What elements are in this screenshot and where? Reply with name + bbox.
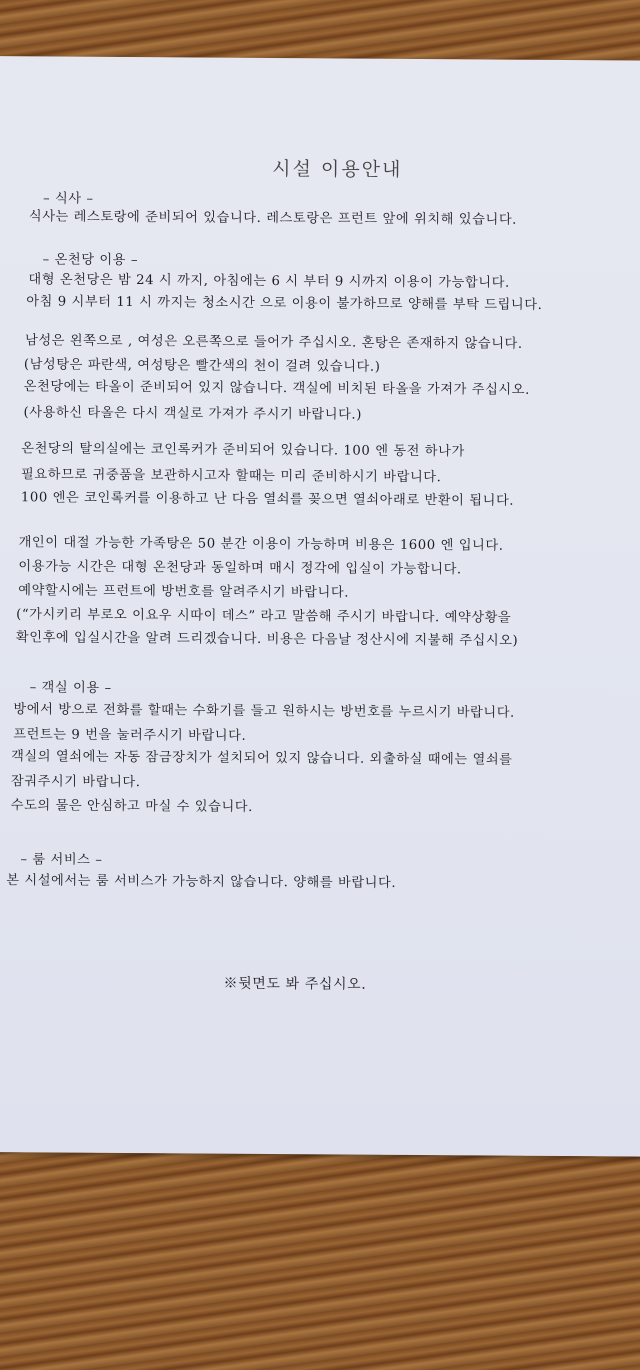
text-line: 방에서 방으로 전화를 할때는 수화기를 들고 원하시는 방번호를 누르시기 바랍니다. [13, 702, 515, 721]
text-line: 온천당에는 타올이 준비되어 있지 않습니다. 객실에 비치된 타올을 가져가 주십시오. [23, 379, 530, 398]
text-line: 객실의 열쇠에는 자동 잠금장치가 설치되어 있지 않습니다. 외출하실 때에는 열쇠를 [11, 749, 513, 768]
text-line: 이용가능 시간은 대형 온천당과 동일하며 매시 정각에 입실이 가능합니다. [18, 559, 462, 578]
text-line: 프런트는 9 번을 눌러주시기 바랍니다. [13, 727, 247, 744]
text-line: 본 시설에서는 룸 서비스가 가능하지 않습니다. 양해를 바랍니다. [6, 873, 397, 891]
section-heading-onsen: – 온천당 이용 – [42, 252, 139, 269]
section-heading-meals: – 식사 – [42, 191, 94, 207]
text-line: (남성탕은 파란색, 여성탕은 빨간색의 천이 걸려 있습니다.) [23, 357, 381, 375]
text-line: (“가시키리 부로오 이요우 시따이 데스” 라고 말씀해 주시기 바랍니다. 예약상황을 [16, 607, 512, 626]
page-title: 시설 이용안내 [272, 157, 403, 181]
text-line: 식사는 레스토랑에 준비되어 있습니다. 레스토랑은 프런트 앞에 위치해 있습니다. [28, 209, 518, 228]
text-line: 남성은 왼쪽으로 , 여성은 오른쪽으로 들어가 주십시오. 혼탕은 존재하지 않습니다. [24, 333, 523, 352]
text-line: 온천당의 탈의실에는 코인록커가 준비되어 있습니다. 100 엔 동전 하나가 [21, 441, 465, 460]
text-line: 100 엔은 코인록커를 이용하고 난 다음 열쇠를 꽂으면 열쇠아래로 반환이 됩니다. [20, 490, 515, 509]
section-heading-room-service: – 룸 서비스 – [20, 852, 103, 868]
text-line: 수도의 물은 안심하고 마실 수 있습니다. [10, 798, 254, 815]
section-heading-room: – 객실 이용 – [29, 680, 112, 696]
text-line: 아침 9 시부터 11 시 까지는 청소시간 으로 이용이 불가하므로 양해를 부탁 드립니다. [26, 294, 543, 313]
text-line: 필요하므로 귀중품을 보관하시고자 할때는 미리 준비하시기 바랍니다. [21, 467, 442, 486]
footer-note: ※뒷면도 봐 주십시오. [223, 975, 367, 993]
text-line: 대형 온천당은 밤 24 시 까지, 아침에는 6 시 부터 9 시까지 이용이 가능합니다. [28, 272, 510, 291]
text-line: 예약할시에는 프런트에 방번호를 알려주시기 바랍니다. [18, 583, 350, 601]
text-line: 확인후에 입실시간을 알려 드리겠습니다. 비용은 다음날 정산시에 지불해 주십시오) [15, 630, 519, 649]
notice-paper [0, 56, 640, 1157]
text-line: (사용하신 타올은 다시 객실로 가져가 주시기 바랍니다.) [23, 405, 363, 423]
text-line: 잠궈주시기 바랍니다. [10, 774, 141, 791]
text-line: 개인이 대절 가능한 가족탕은 50 분간 이용이 가능하며 비용은 1600 엔 입니다. [18, 535, 504, 554]
